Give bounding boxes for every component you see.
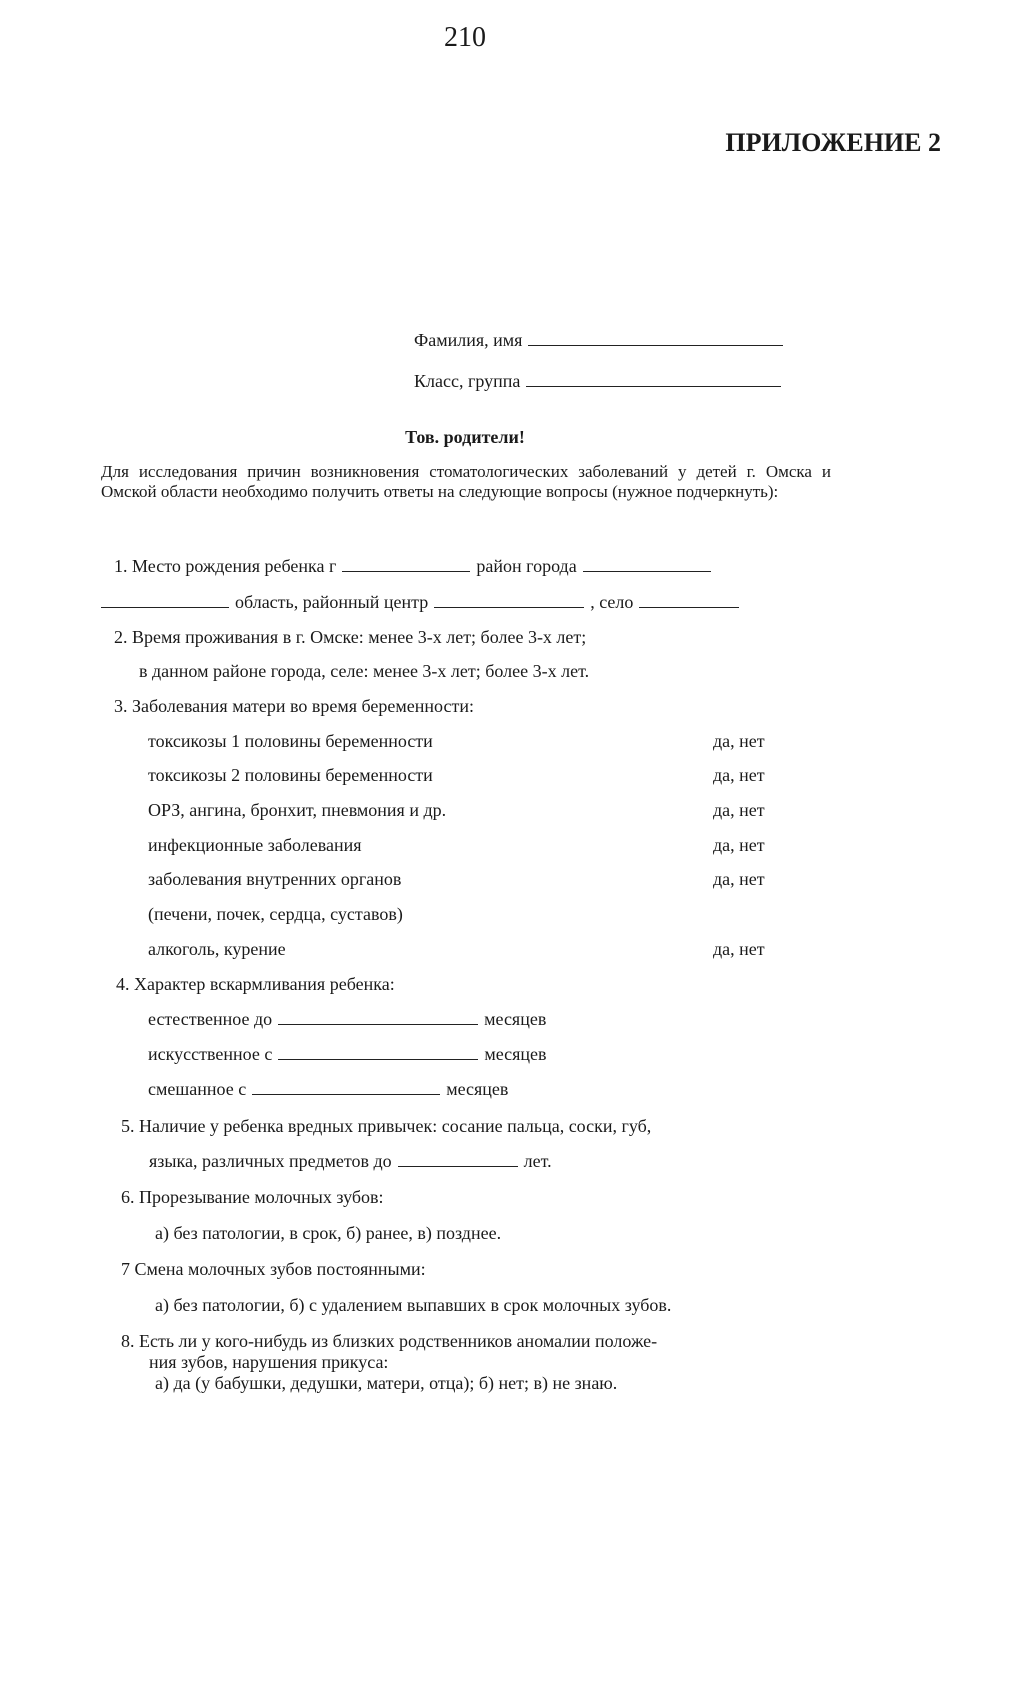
q3-item-label: токсикозы 1 половины беременности [148,731,433,751]
question-3-title [114,696,474,717]
q8-line1: Есть ли у кого-нибудь из близких родственников аномалии положе- [139,1331,658,1351]
q5-line2: языка, различных предметов до [149,1151,392,1171]
q3-item-answer[interactable]: да, нет [713,731,765,751]
q7-title: Смена молочных зубов постоянными: [134,1259,426,1279]
q6-options[interactable]: а) без патологии, в срок, б) ранее, в) позднее. [155,1223,502,1243]
q4-natural-label: естественное до [148,1009,273,1029]
q3-item-answer[interactable]: да, нет [713,835,765,855]
q3-item-label: токсикозы 2 половины беременности [148,765,433,785]
question-6-title [121,1187,384,1208]
q6-num: 6. [121,1187,135,1207]
question-2-line-1 [114,627,586,648]
q4-title: Характер вскармливания ребенка: [134,974,395,994]
q1-village-label: , село [590,592,634,612]
page-number: 210 [444,22,486,53]
q5-years-label: лет. [523,1151,552,1171]
q4-months-label: месяцев [484,1009,547,1029]
q1-district-label: район города [476,556,577,576]
q5-line1: Наличие у ребенка вредных привычек: сосание пальца, соски, губ, [139,1116,652,1136]
question-8-line-1 [121,1331,657,1352]
q4-artificial-blank[interactable] [278,1058,478,1060]
q2-line1: Время проживания в г. Омске: менее 3-х лет; более 3-х лет; [132,627,587,647]
question-2-line-2: в данном районе города, селе: менее 3-х лет; более 3-х лет. [139,661,590,681]
q5-num: 5. [121,1116,135,1136]
class-blank[interactable] [526,385,781,387]
class-label: Класс, группа [414,371,521,391]
greeting: Тов. родители! [405,427,525,447]
q3-item-label: заболевания внутренних органов [148,869,402,889]
question-1-line-2 [95,592,745,613]
q3-item-label: ОРЗ, ангина, бронхит, пневмония и др. [148,800,447,820]
q1-region-label: область, районный центр [235,592,429,612]
q1-district-blank[interactable] [583,570,711,572]
q4-mixed-label: смешанное с [148,1079,247,1099]
question-8-line-2: ния зубов, нарушения прикуса: [149,1352,389,1372]
q1-center-blank[interactable] [434,606,584,608]
q4-num: 4. [116,974,130,994]
question-5-line-2 [149,1151,552,1172]
question-5-line-1 [121,1116,651,1137]
class-field [414,371,787,392]
q4-natural-blank[interactable] [278,1023,478,1025]
q3-title: Заболевания матери во время беременности: [132,696,474,716]
q3-organs-note: (печени, почек, сердца, суставов) [148,904,403,924]
intro-paragraph: Для исследования причин возникновения стоматологических заболеваний у детей г. Омска и Омской области необходимо получить ответы на следующие вопросы (нужное подчеркнуть): [101,462,831,501]
q4-artificial [148,1044,547,1065]
q4-mixed-blank[interactable] [252,1093,440,1095]
q3-item-answer[interactable]: да, нет [713,869,765,889]
q4-natural [148,1009,546,1030]
q4-mixed [148,1079,508,1100]
surname-field [414,330,789,351]
q3-alcohol-label: алкоголь, курение [148,939,286,959]
q7-options[interactable]: а) без патологии, б) с удалением выпавших в срок молочных зубов. [155,1295,672,1315]
appendix-title: ПРИЛОЖЕНИЕ 2 [725,128,941,157]
question-4-title [116,974,395,995]
q1-city-blank[interactable] [342,570,470,572]
q4-months-label: месяцев [446,1079,509,1099]
surname-label: Фамилия, имя [414,330,523,350]
q8-options[interactable]: а) да (у бабушки, дедушки, матери, отца); б) нет; в) не знаю. [155,1373,618,1393]
q3-alcohol-answer[interactable]: да, нет [713,939,765,959]
q3-item-label: инфекционные заболевания [148,835,362,855]
q1-village-blank[interactable] [639,606,739,608]
q8-num: 8. [121,1331,135,1351]
q1-birthplace-label: Место рождения ребенка г [132,556,337,576]
q3-item-answer[interactable]: да, нет [713,765,765,785]
question-1-line-1 [114,556,717,577]
surname-blank[interactable] [528,344,783,346]
q3-num: 3. [114,696,128,716]
q4-months-label: месяцев [484,1044,547,1064]
q5-years-blank[interactable] [398,1165,518,1167]
q1-num: 1. [114,556,128,576]
q2-num: 2. [114,627,128,647]
q4-artificial-label: искусственное с [148,1044,273,1064]
q7-num: 7 [121,1259,130,1279]
q3-item-answer[interactable]: да, нет [713,800,765,820]
q1-region-blank[interactable] [101,606,229,608]
q6-title: Прорезывание молочных зубов: [139,1187,384,1207]
question-7-title [121,1259,426,1280]
